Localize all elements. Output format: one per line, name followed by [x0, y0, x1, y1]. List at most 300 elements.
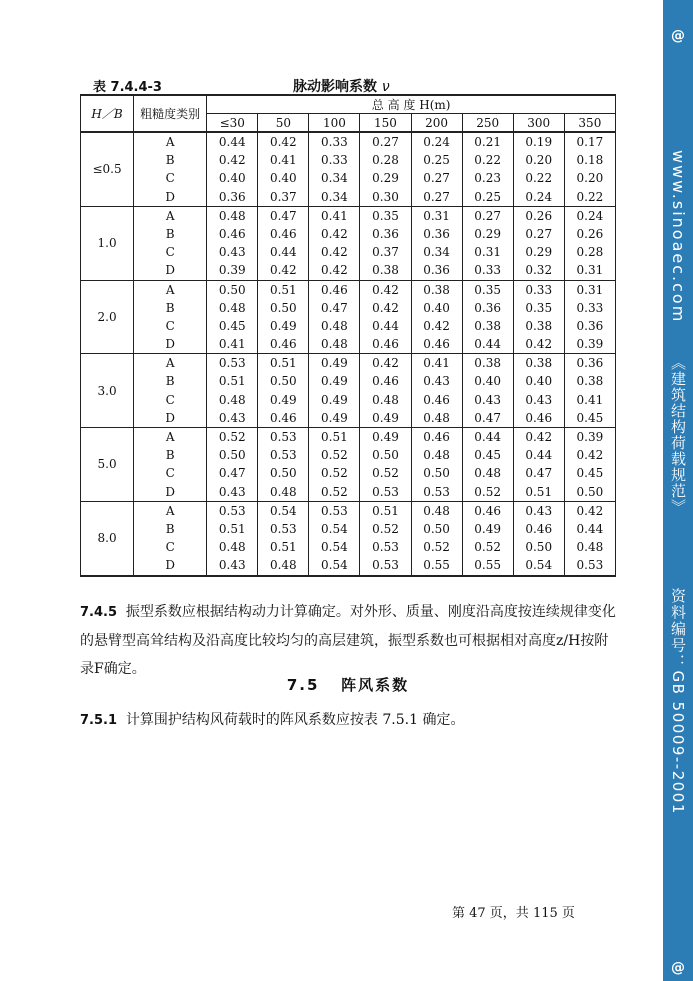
- value-cell: [360, 354, 411, 428]
- coefficient-value: 0.38: [525, 356, 553, 371]
- section-number: 7.5: [286, 676, 320, 694]
- coefficient-value: 0.49: [321, 356, 348, 371]
- coefficient-value: 0.49: [372, 410, 399, 425]
- roughness-cell: [134, 280, 207, 354]
- coefficient-value: 0.42: [372, 356, 399, 371]
- coefficient-value: 0.50: [269, 300, 297, 315]
- coefficient-value: 0.49: [321, 374, 348, 389]
- height-header-cell: 150: [360, 114, 411, 133]
- coefficient-value: 0.50: [269, 374, 297, 389]
- coefficient-value: 0.54: [321, 558, 348, 573]
- value-cell: [462, 501, 513, 575]
- coefficient-value: 0.41: [218, 337, 246, 352]
- value-cell: [411, 206, 462, 280]
- coefficient-value: 0.43: [474, 392, 501, 407]
- roughness-category: D: [165, 337, 175, 352]
- roughness-category: B: [165, 226, 175, 241]
- coefficient-value: 0.41: [576, 392, 604, 407]
- coefficient-value: 0.44: [525, 448, 553, 463]
- coefficient-value: 0.46: [269, 226, 297, 241]
- coefficient-value: 0.51: [372, 503, 399, 518]
- value-cell: [411, 280, 462, 354]
- coefficient-value: 0.33: [576, 300, 604, 315]
- value-cell: [564, 354, 615, 428]
- coefficient-value: 0.44: [269, 245, 297, 260]
- value-cell: [462, 206, 513, 280]
- value-cell: [258, 501, 309, 575]
- coefficient-value: 0.24: [576, 208, 604, 223]
- coefficient-value: 0.47: [474, 410, 501, 425]
- table-row: [81, 428, 616, 502]
- coefficient-value: 0.46: [218, 226, 246, 241]
- coefficient-value: 0.46: [372, 374, 399, 389]
- roughness-category: D: [165, 484, 175, 499]
- value-cell: [309, 206, 360, 280]
- coefficient-value: 0.48: [321, 318, 348, 333]
- value-cell: [411, 501, 462, 575]
- coefficient-value: 0.50: [218, 448, 246, 463]
- coefficient-value: 0.35: [474, 282, 501, 297]
- coefficient-value: 0.19: [525, 135, 553, 149]
- coefficient-value: 0.51: [269, 540, 297, 555]
- table-label: 表 7.4.4-3: [93, 80, 162, 95]
- coefficient-value: 0.46: [423, 430, 450, 444]
- coefficient-value: 0.45: [576, 466, 604, 481]
- coefficient-value: 0.50: [423, 466, 450, 481]
- coefficient-value: 0.50: [525, 540, 553, 555]
- coefficient-value: 0.53: [269, 448, 297, 463]
- coefficient-value: 0.53: [423, 484, 450, 499]
- coefficient-value: 0.24: [525, 189, 553, 204]
- coefficient-value: 0.50: [576, 484, 604, 499]
- value-cell: [360, 132, 411, 206]
- coefficient-value: 0.49: [372, 430, 399, 444]
- value-cell: [462, 354, 513, 428]
- coefficient-value: 0.48: [423, 410, 450, 425]
- pulsation-coefficient-table: [80, 94, 616, 577]
- coefficient-value: 0.44: [218, 135, 246, 149]
- coefficient-value: 0.37: [372, 245, 399, 260]
- coefficient-value: 0.48: [218, 392, 246, 407]
- coefficient-value: 0.31: [474, 245, 501, 260]
- clause-7-4-5: [80, 598, 616, 683]
- value-cell: [207, 206, 258, 280]
- coefficient-value: 0.38: [372, 263, 399, 278]
- hb-ratio-cell: 1.0: [81, 206, 134, 280]
- value-cell: [309, 280, 360, 354]
- value-cell: [309, 354, 360, 428]
- coefficient-value: 0.42: [525, 337, 553, 352]
- coefficient-value: 0.47: [321, 300, 348, 315]
- coefficient-value: 0.38: [525, 318, 553, 333]
- roughness-cell: [134, 206, 207, 280]
- coefficient-value: 0.43: [218, 410, 246, 425]
- coefficient-value: 0.55: [423, 558, 450, 573]
- coefficient-value: 0.49: [269, 392, 297, 407]
- coefficient-value: 0.28: [372, 153, 399, 168]
- coefficient-value: 0.43: [218, 245, 246, 260]
- roughness-category: B: [165, 521, 175, 536]
- table-row: [81, 354, 616, 428]
- hb-ratio-cell: 5.0: [81, 428, 134, 502]
- value-cell: [258, 132, 309, 206]
- coefficient-value: 0.54: [269, 503, 297, 518]
- roughness-category: C: [165, 466, 175, 481]
- coefficient-value: 0.18: [576, 153, 604, 168]
- value-cell: [411, 132, 462, 206]
- coefficient-value: 0.53: [372, 558, 399, 573]
- coefficient-value: 0.46: [321, 282, 348, 297]
- coefficient-value: 0.44: [474, 337, 501, 352]
- coefficient-value: 0.51: [269, 282, 297, 297]
- table-row: [81, 206, 616, 280]
- coefficient-value: 0.28: [576, 245, 604, 260]
- value-cell: [462, 280, 513, 354]
- roughness-cell: [134, 501, 207, 575]
- value-cell: [513, 501, 564, 575]
- hb-ratio-cell: ≤0.5: [81, 132, 134, 206]
- coefficient-value: 0.27: [474, 208, 501, 223]
- coefficient-value: 0.44: [576, 521, 604, 536]
- coefficient-value: 0.30: [372, 189, 399, 204]
- coefficient-value: 0.46: [525, 521, 553, 536]
- coefficient-value: 0.48: [576, 540, 604, 555]
- coefficient-value: 0.35: [372, 208, 399, 223]
- coefficient-value: 0.47: [218, 466, 246, 481]
- coefficient-value: 0.50: [372, 448, 399, 463]
- coefficient-value: 0.53: [576, 558, 604, 573]
- coefficient-value: 0.44: [474, 430, 501, 444]
- value-cell: [564, 132, 615, 206]
- coefficient-value: 0.42: [576, 448, 604, 463]
- roughness-category: D: [165, 558, 175, 573]
- value-cell: [360, 206, 411, 280]
- coefficient-value: 0.36: [218, 189, 246, 204]
- coefficient-value: 0.42: [269, 263, 297, 278]
- coefficient-value: 0.51: [218, 521, 246, 536]
- roughness-category: A: [165, 430, 175, 444]
- coefficient-value: 0.41: [321, 208, 348, 223]
- height-header-cell: 300: [513, 114, 564, 133]
- table-caption: [93, 76, 617, 94]
- header-hb: H／B: [81, 95, 134, 132]
- header-total-height: 总 高 度 H(m): [207, 95, 616, 114]
- coefficient-value: 0.25: [423, 153, 450, 168]
- coefficient-value: 0.42: [525, 430, 553, 444]
- coefficient-value: 0.38: [423, 282, 450, 297]
- page-footer: 第 47 页，共 115 页: [452, 906, 575, 921]
- coefficient-value: 0.46: [372, 337, 399, 352]
- coefficient-value: 0.54: [525, 558, 553, 573]
- coefficient-value: 0.47: [525, 466, 553, 481]
- coefficient-value: 0.32: [525, 263, 553, 278]
- height-header-cell: ≤30: [207, 114, 258, 133]
- coefficient-value: 0.49: [474, 521, 501, 536]
- coefficient-value: 0.38: [474, 356, 501, 371]
- roughness-category: B: [165, 153, 175, 168]
- coefficient-value: 0.48: [321, 337, 348, 352]
- coefficient-value: 0.40: [525, 374, 553, 389]
- coefficient-value: 0.35: [525, 300, 553, 315]
- value-cell: [513, 206, 564, 280]
- coefficient-value: 0.34: [321, 189, 348, 204]
- table-row: [81, 280, 616, 354]
- coefficient-value: 0.21: [474, 135, 501, 149]
- value-cell: [258, 428, 309, 502]
- coefficient-value: 0.33: [321, 135, 348, 149]
- section-title: 阵风系数: [341, 676, 410, 694]
- roughness-category: C: [165, 171, 175, 186]
- coefficient-value: 0.53: [218, 503, 246, 518]
- coefficient-value: 0.36: [576, 356, 604, 371]
- clause-number: 7.4.5: [80, 605, 118, 620]
- coefficient-value: 0.33: [321, 153, 348, 168]
- roughness-category: C: [165, 540, 175, 555]
- coefficient-value: 0.34: [321, 171, 348, 186]
- table-title-text: 脉动影响系数: [293, 79, 377, 95]
- coefficient-value: 0.55: [474, 558, 501, 573]
- coefficient-value: 0.53: [372, 484, 399, 499]
- coefficient-value: 0.53: [372, 540, 399, 555]
- coefficient-value: 0.50: [269, 466, 297, 481]
- coefficient-value: 0.40: [474, 374, 501, 389]
- coefficient-value: 0.46: [474, 503, 501, 518]
- coefficient-value: 0.49: [321, 410, 348, 425]
- coefficient-value: 0.42: [576, 503, 604, 518]
- value-cell: [309, 132, 360, 206]
- value-cell: [207, 354, 258, 428]
- value-cell: [360, 280, 411, 354]
- coefficient-value: 0.43: [525, 392, 553, 407]
- table-title: [293, 76, 390, 96]
- coefficient-value: 0.54: [321, 540, 348, 555]
- roughness-category: C: [165, 245, 175, 260]
- coefficient-value: 0.26: [525, 208, 553, 223]
- coefficient-value: 0.52: [474, 484, 501, 499]
- coefficient-value: 0.54: [321, 521, 348, 536]
- coefficient-value: 0.27: [525, 226, 553, 241]
- coefficient-value: 0.42: [372, 282, 399, 297]
- clause-text: 振型系数应根据结构动力计算确定。对外形、质量、刚度沿高度按连续规律变化的悬臂型高耸结构及沿高度比较均匀的高层建筑，振型系数也可根据相对高度z/H按附录F确定。: [80, 604, 616, 677]
- coefficient-value: 0.42: [218, 153, 246, 168]
- coefficient-value: 0.45: [218, 318, 246, 333]
- coefficient-value: 0.42: [321, 226, 348, 241]
- value-cell: [513, 354, 564, 428]
- coefficient-value: 0.41: [423, 356, 450, 371]
- value-cell: [462, 132, 513, 206]
- coefficient-value: 0.38: [474, 318, 501, 333]
- coefficient-value: 0.27: [372, 135, 399, 149]
- coefficient-value: 0.42: [321, 245, 348, 260]
- table-row: [81, 501, 616, 575]
- coefficient-value: 0.52: [474, 540, 501, 555]
- coefficient-value: 0.52: [423, 540, 450, 555]
- coefficient-value: 0.26: [576, 226, 604, 241]
- roughness-cell: [134, 132, 207, 206]
- coefficient-value: 0.38: [576, 374, 604, 389]
- coefficient-value: 0.41: [269, 153, 297, 168]
- value-cell: [513, 428, 564, 502]
- coefficient-value: 0.29: [474, 226, 501, 241]
- coefficient-value: 0.36: [474, 300, 501, 315]
- coefficient-value: 0.48: [218, 208, 246, 223]
- coefficient-value: 0.36: [423, 226, 450, 241]
- coefficient-value: 0.42: [423, 318, 450, 333]
- at-icon: @: [671, 960, 685, 976]
- value-cell: [258, 354, 309, 428]
- roughness-category: B: [165, 300, 175, 315]
- value-cell: [411, 428, 462, 502]
- value-cell: [462, 428, 513, 502]
- coefficient-value: 0.33: [474, 263, 501, 278]
- coefficient-value: 0.22: [474, 153, 501, 168]
- roughness-category: C: [165, 392, 175, 407]
- coefficient-value: 0.53: [269, 521, 297, 536]
- coefficient-value: 0.49: [321, 392, 348, 407]
- coefficient-value: 0.46: [423, 392, 450, 407]
- coefficient-value: 0.40: [218, 171, 246, 186]
- value-cell: [513, 280, 564, 354]
- coefficient-value: 0.52: [218, 430, 246, 444]
- coefficient-value: 0.43: [218, 558, 246, 573]
- coefficient-value: 0.48: [474, 466, 501, 481]
- coefficient-value: 0.22: [525, 171, 553, 186]
- book-title: 《建筑结构荷载规范》: [669, 355, 687, 515]
- coefficient-value: 0.44: [372, 318, 399, 333]
- coefficient-value: 0.46: [269, 337, 297, 352]
- height-header-cell: 100: [309, 114, 360, 133]
- value-cell: [564, 501, 615, 575]
- coefficient-value: 0.23: [474, 171, 501, 186]
- height-header-cell: 50: [258, 114, 309, 133]
- sidebar-banner: [663, 0, 693, 981]
- coefficient-value: 0.50: [218, 282, 246, 297]
- website-url[interactable]: www.sinoaec.com: [669, 150, 688, 324]
- roughness-cell: [134, 354, 207, 428]
- roughness-category: D: [165, 263, 175, 278]
- coefficient-value: 0.29: [525, 245, 553, 260]
- coefficient-value: 0.39: [218, 263, 246, 278]
- hb-ratio-cell: 8.0: [81, 501, 134, 575]
- coefficient-value: 0.39: [576, 430, 604, 444]
- clause-7-5-1: [80, 706, 616, 735]
- hb-ratio-cell: 3.0: [81, 354, 134, 428]
- coefficient-value: 0.40: [423, 300, 450, 315]
- coefficient-value: 0.34: [423, 245, 450, 260]
- coefficient-value: 0.49: [269, 318, 297, 333]
- height-header-cell: 350: [564, 114, 615, 133]
- coefficient-value: 0.42: [372, 300, 399, 315]
- value-cell: [258, 280, 309, 354]
- value-cell: [564, 428, 615, 502]
- coefficient-value: 0.36: [576, 318, 604, 333]
- coefficient-value: 0.40: [269, 171, 297, 186]
- coefficient-value: 0.25: [474, 189, 501, 204]
- coefficient-value: 0.47: [269, 208, 297, 223]
- coefficient-value: 0.33: [525, 282, 553, 297]
- clause-text: 计算围护结构风荷载时的阵风系数应按表 7.5.1 确定。: [125, 712, 465, 728]
- coefficient-value: 0.37: [269, 189, 297, 204]
- table-row: [81, 132, 616, 206]
- value-cell: [513, 132, 564, 206]
- coefficient-value: 0.31: [576, 282, 604, 297]
- coefficient-value: 0.51: [525, 484, 553, 499]
- value-cell: [207, 428, 258, 502]
- roughness-category: B: [165, 448, 175, 463]
- value-cell: [207, 501, 258, 575]
- coefficient-value: 0.27: [423, 189, 450, 204]
- value-cell: [309, 501, 360, 575]
- value-cell: [360, 501, 411, 575]
- coefficient-value: 0.36: [372, 226, 399, 241]
- coefficient-value: 0.52: [372, 466, 399, 481]
- coefficient-value: 0.20: [525, 153, 553, 168]
- clause-number: 7.5.1: [80, 713, 118, 728]
- roughness-category: D: [165, 189, 175, 204]
- coefficient-value: 0.42: [321, 263, 348, 278]
- value-cell: [564, 206, 615, 280]
- value-cell: [258, 206, 309, 280]
- coefficient-value: 0.17: [576, 135, 604, 149]
- document-code: 资料编号：GB 50009--2001: [669, 588, 687, 815]
- value-cell: [309, 428, 360, 502]
- roughness-cell: [134, 428, 207, 502]
- coefficient-value: 0.46: [269, 410, 297, 425]
- height-header-cell: 200: [411, 114, 462, 133]
- value-cell: [207, 132, 258, 206]
- coefficient-value: 0.53: [218, 356, 246, 371]
- coefficient-value: 0.45: [576, 410, 604, 425]
- coefficient-value: 0.20: [576, 171, 604, 186]
- coefficient-value: 0.46: [525, 410, 553, 425]
- roughness-category: A: [165, 135, 175, 149]
- roughness-category: C: [165, 318, 175, 333]
- coefficient-value: 0.43: [218, 484, 246, 499]
- coefficient-value: 0.48: [218, 300, 246, 315]
- coefficient-value: 0.51: [321, 430, 348, 444]
- coefficient-value: 0.53: [321, 503, 348, 518]
- coefficient-value: 0.39: [576, 337, 604, 352]
- hb-ratio-cell: 2.0: [81, 280, 134, 354]
- coefficient-value: 0.48: [218, 540, 246, 555]
- coefficient-value: 0.53: [269, 430, 297, 444]
- coefficient-value: 0.48: [372, 392, 399, 407]
- coefficient-value: 0.31: [576, 263, 604, 278]
- at-icon: @: [671, 28, 685, 44]
- coefficient-value: 0.52: [372, 521, 399, 536]
- coefficient-value: 0.36: [423, 263, 450, 278]
- coefficient-value: 0.42: [269, 135, 297, 149]
- height-header-cell: 250: [462, 114, 513, 133]
- coefficient-value: 0.43: [525, 503, 553, 518]
- coefficient-value: 0.48: [269, 558, 297, 573]
- coefficient-value: 0.29: [372, 171, 399, 186]
- table-title-symbol: ν: [381, 79, 390, 95]
- roughness-category: B: [165, 374, 175, 389]
- coefficient-value: 0.46: [423, 337, 450, 352]
- roughness-category: A: [165, 208, 175, 223]
- coefficient-value: 0.48: [423, 448, 450, 463]
- coefficient-value: 0.52: [321, 484, 348, 499]
- coefficient-value: 0.31: [423, 208, 450, 223]
- coefficient-value: 0.51: [269, 356, 297, 371]
- section-heading: [80, 674, 616, 695]
- value-cell: [564, 280, 615, 354]
- coefficient-value: 0.43: [423, 374, 450, 389]
- header-roughness: 粗糙度类别: [134, 95, 207, 132]
- table-body: [81, 132, 616, 576]
- roughness-category: D: [165, 410, 175, 425]
